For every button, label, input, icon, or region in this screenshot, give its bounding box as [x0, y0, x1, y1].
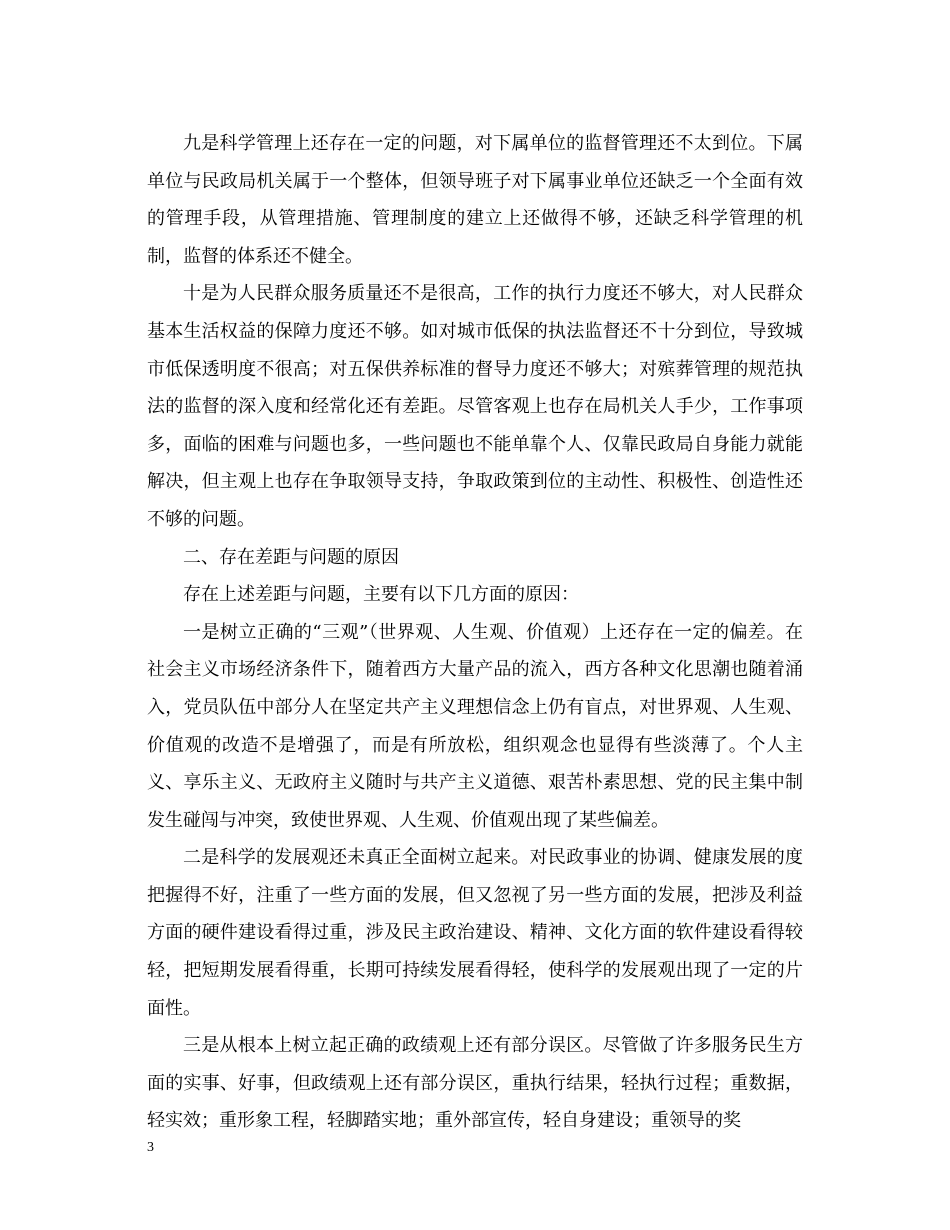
- paragraph-cause-three: 三是从根本上树立起正确的政绩观上还有部分误区。尽管做了许多服务民生方面的实事、好事，但政绩观上还有部分误区，重执行结果，轻执行过程；重数据，轻实效；重形象工程，轻脚踏实地；重外部宣传，轻自身建设；重领导的奖: [147, 1035, 803, 1132]
- section-heading-causes: 二、存在差距与问题的原因: [183, 546, 399, 568]
- paragraph-cause-one: 一是树立正确的“三观”（世界观、人生观、价值观）上还存在一定的偏差。在社会主义市场经济条件下，随着西方大量产品的流入，西方各种文化思潮也随着涌入，党员队伍中部分人在坚定共产主义理想信念上仍有盲点，对世界观、人生观、价值观的改造不是增强了，而是有所放松，组织观念也显得有些淡薄了。个人主义、享乐主义、无政府主义随时与共产主义道德、艰苦朴素思想、党的民主集中制发生碰闯与冲突，致使世界观、人生观、价值观出现了某些偏差。: [147, 621, 803, 831]
- paragraph-causes-intro: 存在上述差距与问题，主要有以下几方面的原因：: [183, 584, 579, 606]
- page-number: 3: [147, 1140, 154, 1155]
- paragraph-cause-two: 二是科学的发展观还未真正全面树立起来。对民政事业的协调、健康发展的度把握得不好，注重了一些方面的发展，但又忽视了另一些方面的发展，把涉及利益方面的硬件建设看得过重，涉及民主政治建设、精神、文化方面的软件建设看得较轻，把短期发展看得重，长期可持续发展看得轻，使科学的发展观出现了一定的片面性。: [147, 847, 803, 1019]
- body-text: [147, 125, 803, 1140]
- paragraph-item-ten: 十是为人民群众服务质量还不是很高，工作的执行力度还不够大，对人民群众基本生活权益的保障力度还不够。如对城市低保的执法监督还不十分到位，导致城市低保透明度不很高；对五保供养标准的督导力度还不够大；对殡葬管理的规范执法的监督的深入度和经常化还有差距。尽管客观上也存在局机关人手少，工作事项多，面临的困难与问题也多，一些问题也不能单靠个人、仅靠民政局自身能力就能解决，但主观上也存在争取领导支持，争取政策到位的主动性、积极性、创造性还不够的问题。: [147, 283, 803, 530]
- paragraph-item-nine: 九是科学管理上还存在一定的问题，对下属单位的监督管理还不太到位。下属单位与民政局机关属于一个整体，但领导班子对下属事业单位还缺乏一个全面有效的管理手段，从管理措施、管理制度的建立上还做得不够，还缺乏科学管理的机制，监督的体系还不健全。: [147, 133, 803, 267]
